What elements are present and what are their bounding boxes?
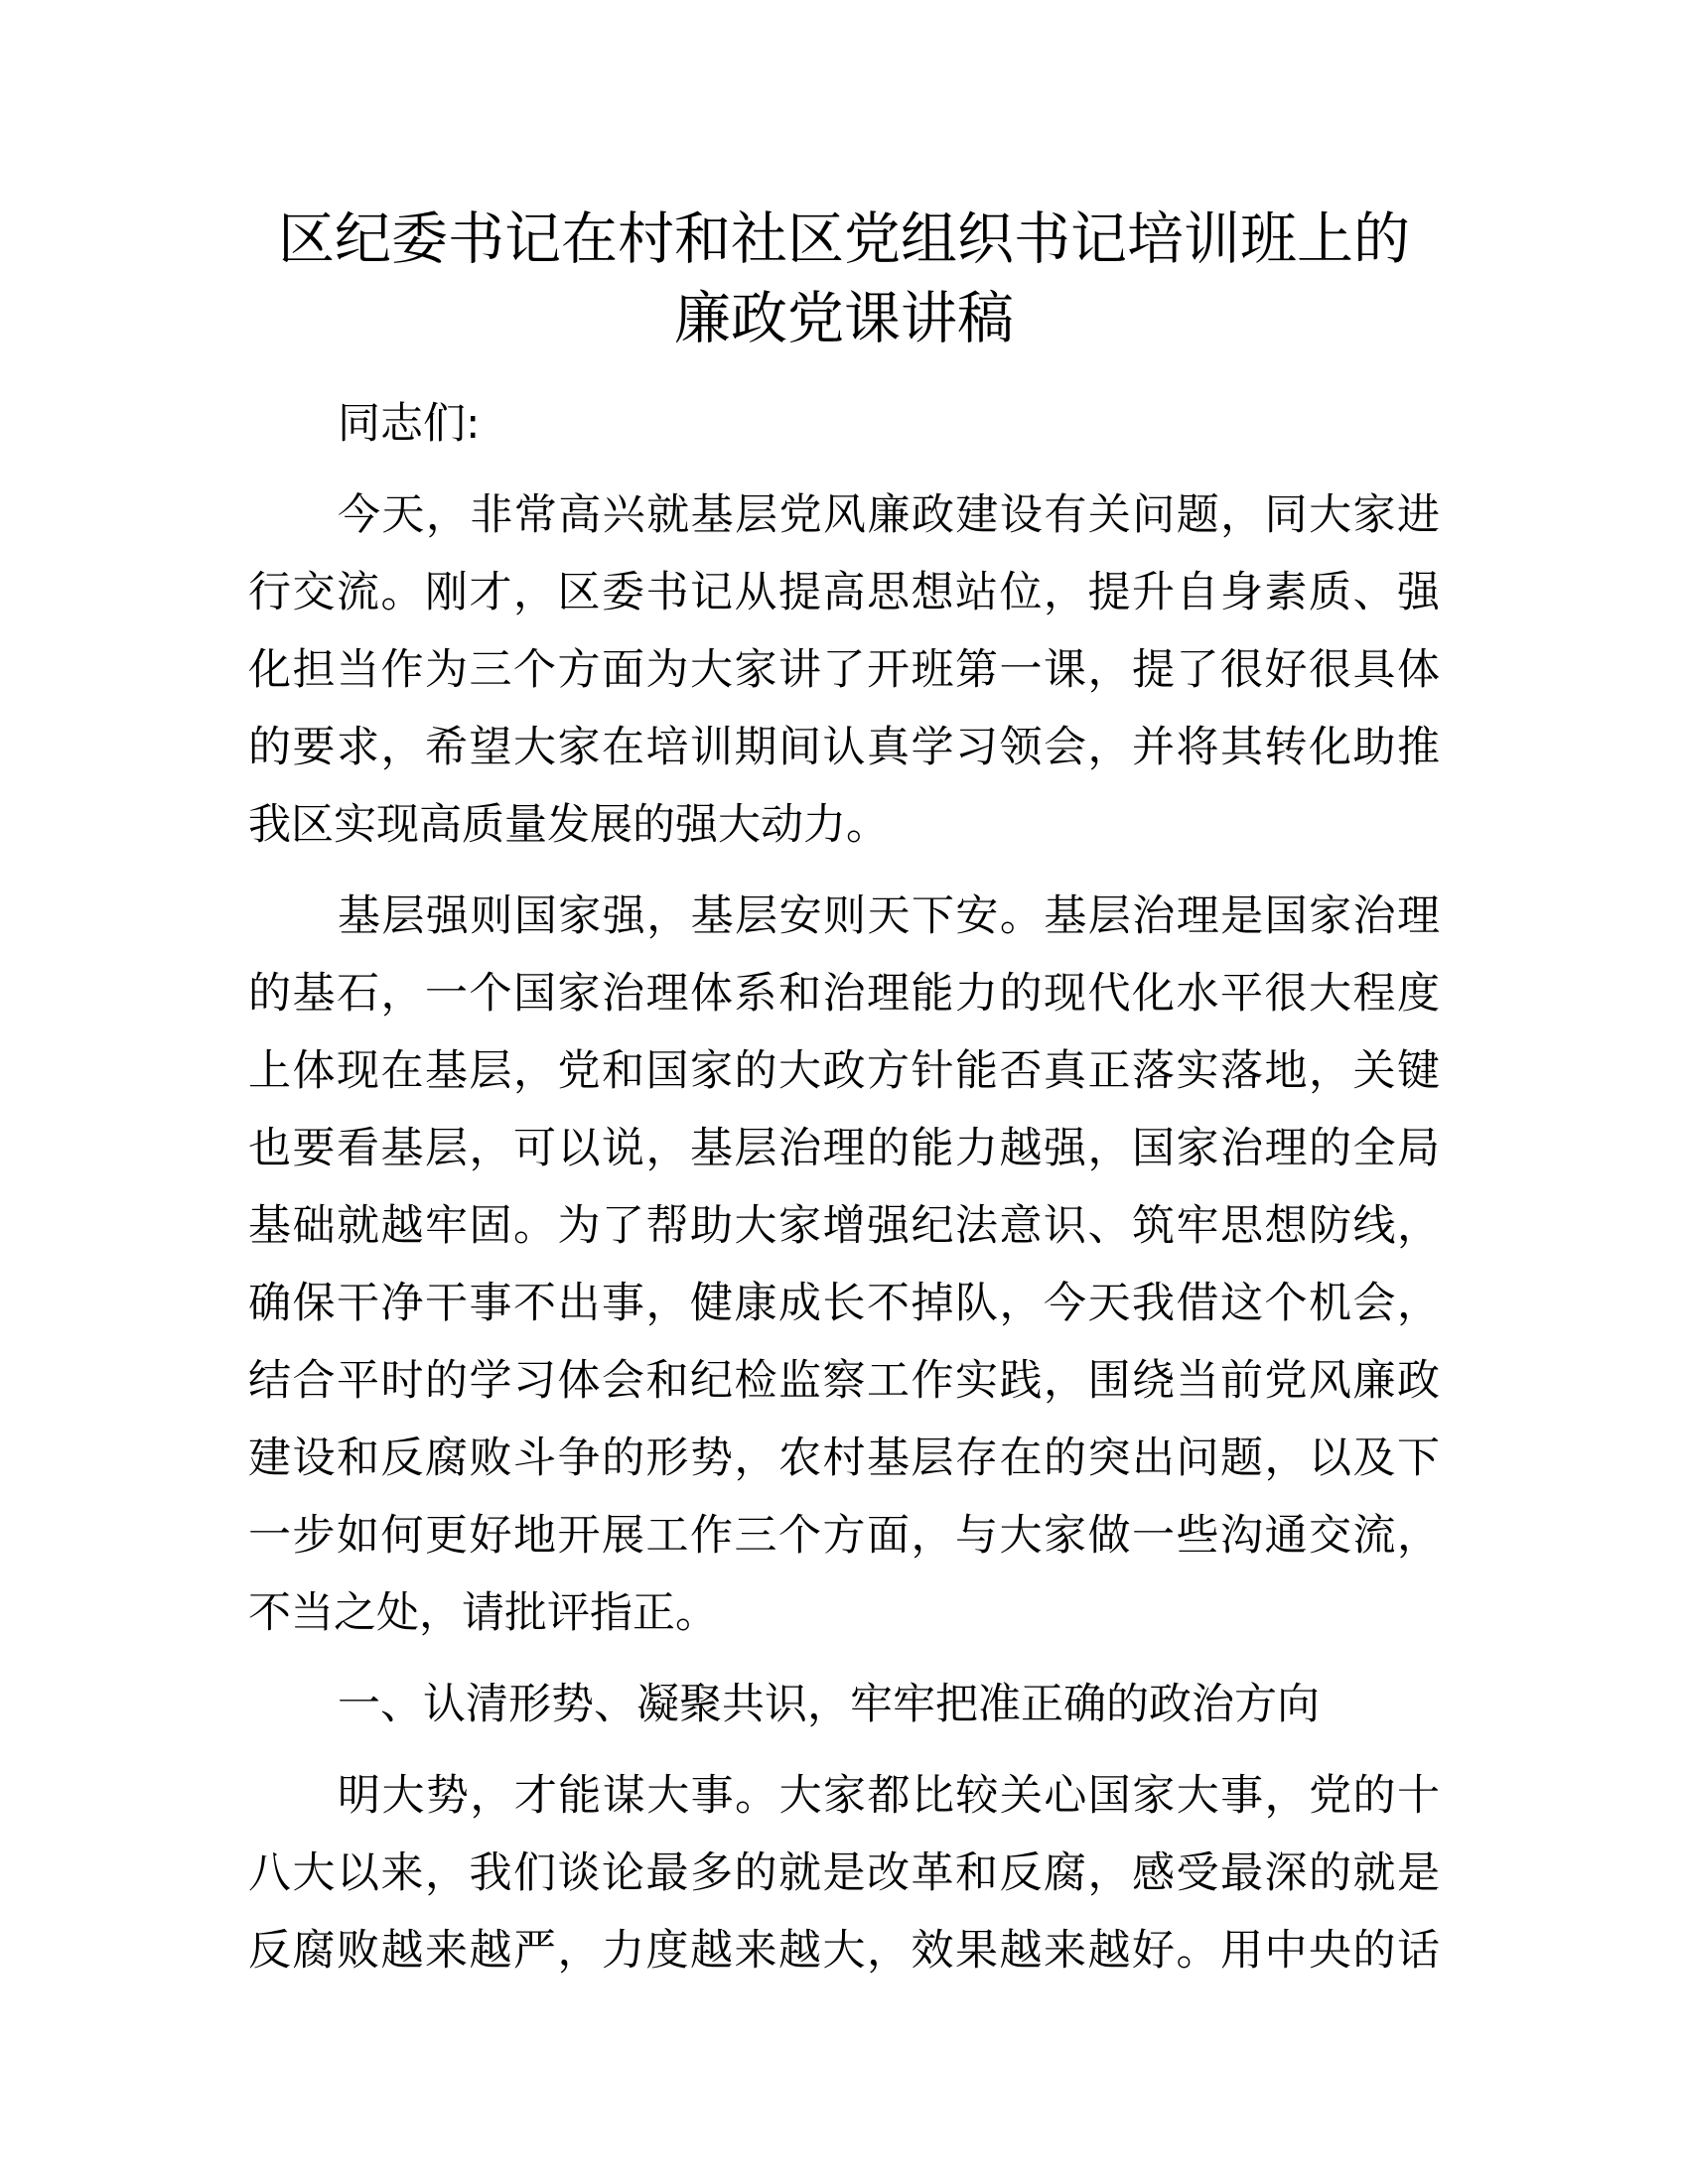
text-line: 行交流。刚才，区委书记从提高思想站位，提升自身素质、强 xyxy=(248,568,1440,617)
text-line: 也要看基层，可以说，基层治理的能力越强，国家治理的全局 xyxy=(248,1124,1440,1173)
text-line: 今天，非常高兴就基层党风廉政建设有关问题，同大家进 xyxy=(338,490,1440,540)
text-line: 八大以来，我们谈论最多的就是改革和反腐，感受最深的就是 xyxy=(248,1848,1440,1898)
text-line: 化担当作为三个方面为大家讲了开班第一课，提了很好很具体 xyxy=(248,645,1440,695)
text-line: 的要求，希望大家在培训期间认真学习领会，并将其转化助推 xyxy=(248,723,1440,772)
text-line: 结合平时的学习体会和纪检监察工作实践，围绕当前党风廉政 xyxy=(248,1356,1440,1406)
paragraph-intro xyxy=(248,477,1440,864)
document-body xyxy=(248,385,1440,2003)
text-line: 不当之处，请批评指正。 xyxy=(248,1588,718,1638)
text-line: 基层强则国家强，基层安则天下安。基层治理是国家治理 xyxy=(338,891,1440,941)
document-title-line-2: 廉政党课讲稿 xyxy=(674,286,1014,351)
text-line: 确保干净干事不出事，健康成长不掉队，今天我借这个机会， xyxy=(248,1279,1440,1328)
paragraph-section-1 xyxy=(248,1757,1440,1989)
text-line: 明大势，才能谋大事。大家都比较关心国家大事，党的十 xyxy=(338,1771,1440,1821)
paragraph-context xyxy=(248,878,1440,1652)
salutation-text: 同志们: xyxy=(338,399,481,449)
text-line: 的基石，一个国家治理体系和治理能力的现代化水平很大程度 xyxy=(248,969,1440,1019)
salutation xyxy=(248,385,1440,463)
text-line: 建设和反腐败斗争的形势，农村基层存在的突出问题，以及下 xyxy=(248,1433,1440,1483)
section-heading-text: 一、认清形势、凝聚共识，牢牢把准正确的政治方向 xyxy=(338,1680,1320,1729)
section-heading-1 xyxy=(248,1666,1440,1743)
document-title-line-1: 区纪委书记在村和社区党组织书记培训班上的 xyxy=(278,206,1410,272)
text-line: 我区实现高质量发展的强大动力。 xyxy=(248,800,889,850)
text-line: 上体现在基层，党和国家的大政方针能否真正落实落地，关键 xyxy=(248,1046,1440,1096)
text-line: 一步如何更好地开展工作三个方面，与大家做一些沟通交流， xyxy=(248,1511,1440,1561)
text-line: 反腐败越来越严，力度越来越大，效果越来越好。用中央的话 xyxy=(248,1926,1440,1976)
text-line: 基础就越牢固。为了帮助大家增强纪法意识、筑牢思想防线， xyxy=(248,1201,1440,1251)
